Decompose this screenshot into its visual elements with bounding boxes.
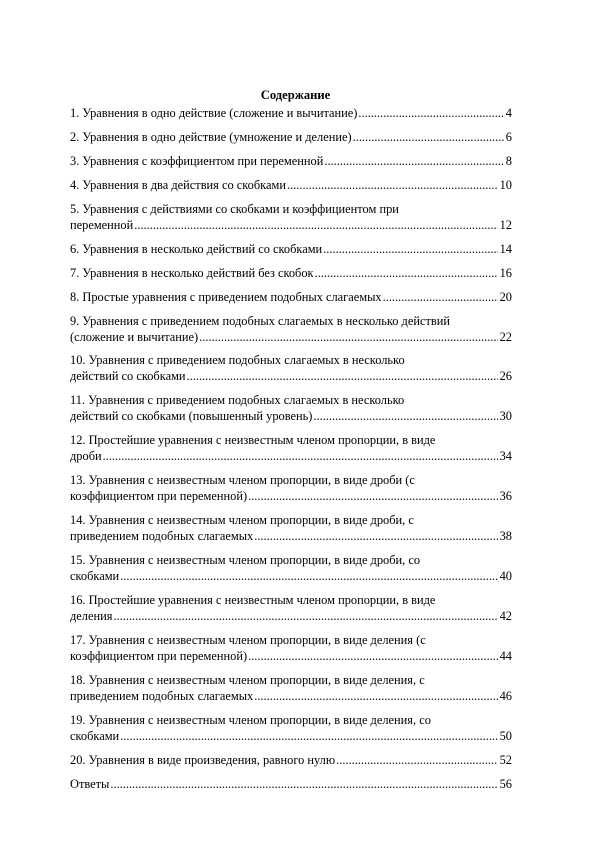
toc-page-number: 6: [505, 130, 512, 144]
toc-entry-title: (сложение и вычитание): [70, 329, 199, 344]
toc-entry[interactable]: [70, 673, 512, 704]
toc-entry-title-line1: 14. Уравнения с неизвестным членом пропорции, в виде дроби, с: [70, 513, 414, 527]
toc-entry[interactable]: [70, 266, 512, 282]
toc-entry[interactable]: [70, 753, 512, 769]
toc-entry-title-line1: 15. Уравнения с неизвестным членом пропорции, в виде дроби, со: [70, 553, 421, 567]
toc-page-number: 8: [505, 154, 512, 168]
toc-entry-title-line1: 11. Уравнения с приведением подобных слагаемых в несколько: [70, 393, 405, 407]
toc-entry-title: действий со скобками: [70, 368, 186, 383]
toc-entry-title: приведением подобных слагаемых: [70, 688, 254, 703]
dot-leader: [134, 218, 497, 234]
toc-entry[interactable]: [70, 314, 512, 345]
toc-entry-title-line1: 19. Уравнения с неизвестным членом пропорции, в виде деления, со: [70, 713, 431, 727]
dot-leader: [120, 569, 497, 585]
toc-page-number: 4: [505, 106, 512, 120]
toc-entry[interactable]: [70, 473, 512, 504]
toc-page-number: 20: [499, 290, 512, 304]
toc-entry-title: 3. Уравнения с коэффициентом при переменной: [70, 154, 324, 168]
toc-entry[interactable]: [70, 290, 512, 306]
toc-page-number: 30: [499, 408, 512, 423]
toc-entry-title: деления: [70, 608, 113, 623]
toc-entry-title: 4. Уравнения в два действия со скобками: [70, 178, 286, 192]
toc-page-number: 38: [499, 528, 512, 543]
toc-entry[interactable]: [70, 777, 512, 793]
toc-entry[interactable]: [70, 353, 512, 384]
dot-leader: [324, 154, 503, 170]
toc-entry-title-line1: 13. Уравнения с неизвестным членом пропорции, в виде дроби (с: [70, 473, 415, 487]
toc-entry-title: скобками: [70, 568, 120, 583]
toc-entry-title: дроби: [70, 448, 102, 463]
toc-entry[interactable]: [70, 154, 512, 170]
toc-entry[interactable]: [70, 553, 512, 584]
toc-page-number: 56: [499, 777, 512, 791]
toc-entry-title: 6. Уравнения в несколько действий со скобками: [70, 242, 323, 256]
toc-entry-title: коэффициентом при переменной): [70, 648, 248, 663]
toc-page-number: 14: [499, 242, 512, 256]
dot-leader: [353, 130, 504, 146]
dot-leader: [383, 290, 498, 306]
toc-page-number: 46: [499, 688, 512, 703]
dot-leader: [254, 689, 497, 705]
toc-page-number: 50: [499, 728, 512, 743]
dot-leader: [248, 649, 498, 665]
toc-page-number: 40: [499, 568, 512, 583]
toc-entry[interactable]: [70, 393, 512, 424]
toc-page-number: 36: [499, 488, 512, 503]
toc-entry[interactable]: [70, 178, 512, 194]
toc-entry-title: скобками: [70, 728, 120, 743]
dot-leader: [313, 409, 497, 425]
toc-entry[interactable]: [70, 633, 512, 664]
toc-entry[interactable]: [70, 513, 512, 544]
toc-entry-title: приведением подобных слагаемых: [70, 528, 254, 543]
toc-entry-title-line1: 9. Уравнения с приведением подобных слагаемых в несколько действий: [70, 314, 451, 328]
toc-page-number: 44: [499, 648, 512, 663]
toc-page-number: 42: [499, 608, 512, 623]
toc-entry[interactable]: [70, 202, 512, 233]
toc-entry-title: 8. Простые уравнения с приведением подобных слагаемых: [70, 290, 382, 304]
dot-leader: [287, 178, 498, 194]
toc-entry-title: 20. Уравнения в виде произведения, равного нулю: [70, 753, 336, 767]
dot-leader: [323, 242, 497, 258]
toc-entry-title-line1: 16. Простейшие уравнения с неизвестным членом пропорции, в виде: [70, 593, 436, 607]
toc-page-number: 22: [499, 329, 512, 344]
toc-entry[interactable]: [70, 106, 512, 122]
dot-leader: [358, 106, 503, 122]
dot-leader: [248, 489, 498, 505]
dot-leader: [110, 777, 497, 793]
toc-entry-title: действий со скобками (повышенный уровень): [70, 408, 313, 423]
dot-leader: [113, 609, 497, 625]
dot-leader: [315, 266, 498, 282]
dot-leader: [254, 529, 497, 545]
toc-entry-title-line1: 17. Уравнения с неизвестным членом пропорции, в виде деления (с: [70, 633, 426, 647]
toc-page-number: 26: [499, 368, 512, 383]
toc-entry-title-line1: 5. Уравнения с действиями со скобками и коэффициентом при: [70, 202, 399, 216]
toc-page-number: 12: [499, 217, 512, 232]
toc-entry-title: Ответы: [70, 777, 110, 791]
toc-entry-title: переменной: [70, 217, 134, 232]
dot-leader: [120, 729, 497, 745]
toc-entry[interactable]: [70, 593, 512, 624]
dot-leader: [103, 449, 498, 465]
toc-entry[interactable]: [70, 130, 512, 146]
toc-entry[interactable]: [70, 713, 512, 744]
toc-entry[interactable]: [70, 433, 512, 464]
toc-entry-title-line1: 18. Уравнения с неизвестным членом пропорции, в виде деления, с: [70, 673, 425, 687]
dot-leader: [199, 330, 497, 346]
toc-entry[interactable]: [70, 242, 512, 258]
toc-page-number: 16: [499, 266, 512, 280]
toc-entry-title: коэффициентом при переменной): [70, 488, 248, 503]
toc-entry-title: 1. Уравнения в одно действие (сложение и вычитание): [70, 106, 358, 120]
toc-page-number: 34: [499, 448, 512, 463]
toc-entry-title: 2. Уравнения в одно действие (умножение и деление): [70, 130, 352, 144]
toc-title: Содержание: [260, 88, 331, 102]
toc-page-number: 10: [499, 178, 512, 192]
toc-entry-title-line1: 10. Уравнения с приведением подобных слагаемых в несколько: [70, 353, 405, 367]
dot-leader: [336, 753, 497, 769]
toc-entry-title: 7. Уравнения в несколько действий без скобок: [70, 266, 314, 280]
toc-page-number: 52: [499, 753, 512, 767]
dot-leader: [187, 369, 498, 385]
toc-entry-title-line1: 12. Простейшие уравнения с неизвестным членом пропорции, в виде: [70, 433, 436, 447]
